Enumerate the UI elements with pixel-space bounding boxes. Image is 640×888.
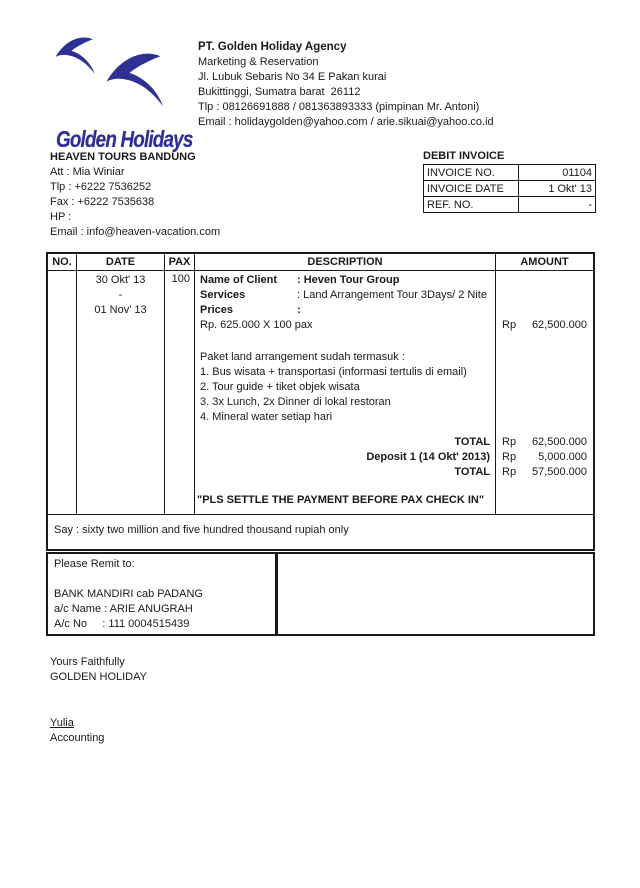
- invoice-info-row: [424, 197, 596, 213]
- date-separator: -: [118, 289, 123, 301]
- deposit-amount: 5,000.000: [538, 451, 587, 463]
- company-line: Marketing & Reservation: [198, 56, 319, 68]
- seagulls-icon: [50, 30, 198, 125]
- client-line: Email : info@heaven-vacation.com: [50, 226, 221, 238]
- total-amount: 62,500.000: [531, 436, 587, 448]
- deposit-label: Deposit 1 (14 Okt' 2013): [366, 451, 490, 463]
- date-start: 30 Okt' 13: [95, 274, 146, 286]
- client-line: Att : Mia Winiar: [50, 166, 125, 178]
- invoice-no-value: 01104: [519, 165, 596, 181]
- invoice-info-table: [423, 164, 596, 213]
- grand-total-amount-row: [496, 465, 593, 479]
- payment-notice: "PLS SETTLE THE PAYMENT BEFORE PAX CHECK IN": [197, 494, 485, 506]
- cell-no: [48, 271, 77, 514]
- remit-section: [46, 552, 595, 636]
- ref-no-value: -: [519, 197, 596, 213]
- header-date: DATE: [77, 254, 165, 270]
- grand-total-amount: 57,500.000: [531, 466, 587, 478]
- header-description: DESCRIPTION: [195, 254, 496, 270]
- company-line: Email : holidaygolden@yahoo.com / arie.sikuai@yahoo.co.id: [198, 116, 494, 128]
- header-amount: AMOUNT: [520, 256, 569, 268]
- company-line: Bukittinggi, Sumatra barat 26112: [198, 86, 361, 98]
- company-info: [198, 40, 494, 130]
- include-item: 2. Tour guide + tiket objek wisata: [200, 381, 360, 393]
- invoice-date-label: INVOICE DATE: [424, 181, 519, 197]
- bank-name: BANK MANDIRI cab PADANG: [54, 588, 203, 600]
- remit-title: Please Remit to:: [54, 558, 135, 570]
- currency: Rp: [502, 436, 517, 448]
- account-number: A/c No : 111 0004515439: [54, 618, 190, 630]
- desc-client-label: Name of Client: [200, 274, 278, 286]
- client-line: Tlp : +6222 7536252: [50, 181, 152, 193]
- ref-no-label: REF. NO.: [424, 197, 519, 213]
- desc-services-row: [195, 288, 495, 302]
- header-no: NO.: [48, 254, 77, 270]
- company-line: Jl. Lubuk Sebaris No 34 E Pakan kurai: [198, 71, 387, 83]
- signing-company: GOLDEN HOLIDAY: [50, 671, 147, 683]
- company-name: PT. Golden Holiday Agency: [198, 41, 347, 53]
- company-line: Tlp : 08126691888 / 081363893333 (pimpinan Mr. Antoni): [198, 101, 480, 113]
- brand-name: Golden Holidays: [56, 126, 193, 152]
- grand-total-label: TOTAL: [454, 466, 490, 478]
- deposit-amount-row: [496, 450, 593, 464]
- include-item: 1. Bus wisata + transportasi (informasi tertulis di email): [200, 366, 467, 378]
- desc-prices-row: [195, 303, 495, 317]
- client-info: [50, 150, 220, 240]
- client-name: HEAVEN TOURS BANDUNG: [50, 151, 196, 163]
- desc-client-value: : Heven Tour Group: [297, 274, 400, 286]
- amount-in-words: Say : sixty two million and five hundred thousand rupiah only: [54, 524, 349, 536]
- remit-details: [46, 552, 277, 636]
- cell-pax: 100: [165, 271, 195, 514]
- desc-services-value: : Land Arrangement Tour 3Days/ 2 Nite: [297, 289, 487, 301]
- client-line: Fax : +6222 7535638: [50, 196, 155, 208]
- invoice-title: DEBIT INVOICE: [423, 150, 505, 162]
- table-header-row: [48, 254, 593, 271]
- company-logo: [50, 30, 198, 152]
- cell-date: [77, 271, 165, 514]
- currency: Rp: [502, 466, 517, 478]
- desc-services-label: Services: [200, 289, 246, 301]
- date-end: 01 Nov' 13: [94, 304, 147, 316]
- closing-block: [50, 655, 147, 685]
- cell-description: [195, 271, 496, 514]
- include-item: 4. Mineral water setiap hari: [200, 411, 333, 423]
- invoice-no-label: INVOICE NO.: [424, 165, 519, 181]
- currency: Rp: [502, 451, 517, 463]
- include-item: 3. 3x Lunch, 2x Dinner di lokal restoran: [200, 396, 391, 408]
- account-name: a/c Name : ARIE ANUGRAH: [54, 603, 193, 615]
- desc-prices-value: :: [297, 304, 301, 316]
- table-body-row: [48, 271, 593, 515]
- desc-client-row: [195, 273, 495, 287]
- amount-row: [496, 318, 593, 332]
- includes-title: Paket land arrangement sudah termasuk :: [200, 351, 405, 363]
- amount-value: 62,500.000: [531, 319, 587, 331]
- invoice-date-value: 1 Okt' 13: [519, 181, 596, 197]
- invoice-info-row: [424, 165, 596, 181]
- signatory-name: Yulia: [50, 717, 74, 729]
- signature-block: [50, 716, 104, 746]
- signatory-role: Accounting: [50, 732, 105, 744]
- currency: Rp: [502, 319, 517, 331]
- remit-empty-cell: [277, 552, 595, 636]
- total-amount-row: [496, 435, 593, 449]
- invoice-line-items-table: [46, 252, 595, 551]
- total-label: TOTAL: [454, 436, 490, 448]
- desc-prices-label: Prices: [200, 304, 234, 316]
- spacer: [54, 572, 269, 587]
- client-line: HP :: [50, 211, 72, 223]
- cell-amount: [496, 271, 593, 514]
- header-pax: PAX: [165, 254, 195, 270]
- invoice-info-row: [424, 181, 596, 197]
- closing-text: Yours Faithfully: [50, 656, 125, 668]
- price-calculation: Rp. 625.000 X 100 pax: [200, 319, 313, 331]
